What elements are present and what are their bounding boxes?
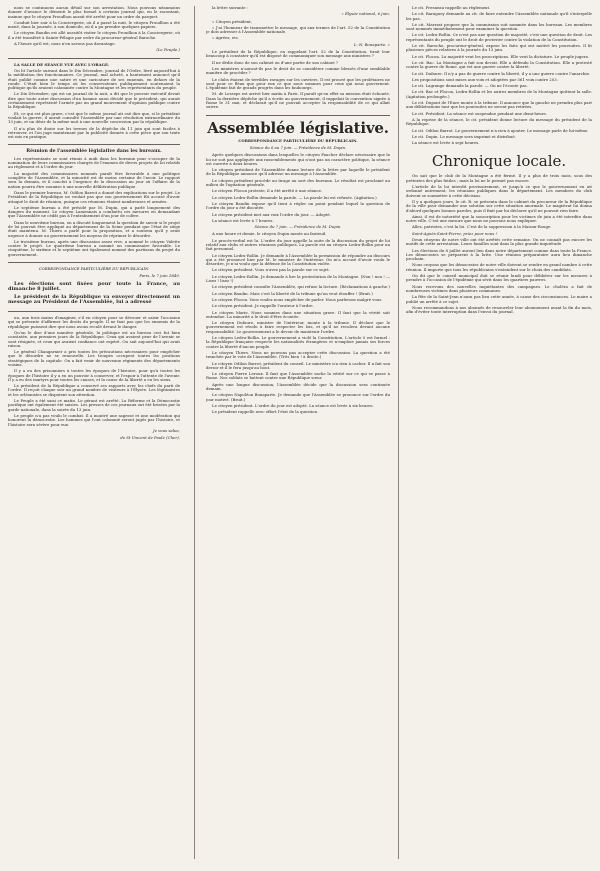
- paragraph: « Citoyen président,: [212, 18, 252, 24]
- paragraph: Le citoyen Ledru-Rollin demande la parole. — La parole lui est refusée. (Agitation.): [212, 194, 377, 200]
- paragraph: L'article de la loi interdit provisoirement, et jusqu'à ce que le gouvernement en ait ordonné autrement, les réunions publiques dans le département. Les membres du club doivent se soumettre à cette décision.: [406, 184, 592, 198]
- paragraph: On lit l'article suivant dans le Dix Décembre, journal de l'Ordre, livré aujourd'hui à la méditation des fonctionnaires. Ce journal, mal acheté, a hautement annoncé qu'il était publié comme une satire et une caricature de ses ennemis, en dehors de la ronde. C'était bien le temps où les conservateurs publiquement soutenaient la politique qu'ils avaient calomniée contre la Montagne et les représentants du peuple.: [8, 67, 180, 91]
- paragraph: Le citoyen Flocon proteste, il a été arrêté à une séance.: [212, 188, 323, 194]
- paragraph: un, aux trois mains d'imaginer, s'il en citoyen pour se dévouer et saisir l'occasion qui se présente d'affirmer les droits du peuple. Il ne faut pas que les ennemis de la république puissent dire que nous avons reculé devant le danger.: [8, 315, 180, 329]
- paragraph: Le citoyen président. L'ordre du jour est adopté. La séance est levée à six heures.: [212, 402, 374, 408]
- paragraph: Le cit. Dufaure. Il n'y a pas de guerre contre la liberté, il y a une guerre contre l'anarchie.: [412, 70, 591, 76]
- paragraph: Nous recevons des nouvelles inquiétantes des campagnes. Le choléra a fait de nombreuses victimes dans plusieurs communes.: [406, 283, 592, 293]
- paragraph: Le citoyen Baudin expose qu'il tient à régler un point pendant lequel la question de l'ordre du jour a été discutée.: [206, 200, 390, 211]
- article-heading: LA SALLE DE SEANCE VUE AVEC L'ORAGE.: [14, 61, 110, 67]
- paragraph: Le citoyen Flocon. Vous voulez nous empêcher de parler. Nous parlerons malgré vous.: [212, 296, 383, 302]
- paragraph: Après une longue discussion, l'Assemblée décide que la discussion sera continuée demain.: [206, 381, 390, 391]
- paragraph: Le citoyen Baudin est allé aussitôt visiter le citoyen Proudhon à la Conciergerie, où il a été transféré à Sainte-Pélagie par ordre du procureur-général Baroche.: [8, 30, 180, 40]
- paragraph: Le cit. Flocon. La majorité veut les proscriptions. Elle veut la dictature. Le peuple jugera.: [412, 53, 590, 59]
- paragraph: Le citoyen Thiers. Nous ne pouvons pas accepter cette discussion. La question a été tranchée par le vote de l'Assemblée. (Très bien ! à droite.): [206, 349, 390, 360]
- paragraph: A l'heure qu'il est, nous n'en savons pas davantage.: [14, 41, 116, 47]
- paragraph: Le citoyen Ledru-Rollin. Le gouvernement a violé la Constitution. L'article 5 est formel : la République française respecte les nationalités étrangères et n'emploie jamais ses forces contre la liberté d'aucun peuple.: [206, 335, 390, 349]
- paragraph: Le citoyen président consulte l'Assemblée, qui refuse la lecture. (Réclamations à gauche.): [212, 284, 390, 290]
- column-3: [406, 6, 592, 859]
- correspondence-heading: CORRESPONDANCE PARTICULIÈRE DU REPUBLICAIN.: [38, 266, 150, 272]
- paragraph: La majorité des commissaires nommés paraît être favorable à une politique complète de l'Assemblée, et la minorité est de moins certaine de l'avoir. Le rapport sera lu demain, et il conclut à l'urgence de la discussion au jour où l'affaire de la nation pourra être soumise à une nouvelle délibération publique.: [8, 170, 180, 189]
- session-heading: Séance du 7 juin. — Présidence de M. Dupin.: [254, 224, 342, 230]
- section-subtitle: CORRESPONDANCE PARTICULIÈRE DU RÉPUBLICAIN.: [238, 137, 358, 143]
- divider: [8, 58, 180, 59]
- paragraph: Allez, patriotes, c'est la loi. C'est de la suppression à la Maison-Rouge.: [412, 224, 552, 230]
- paragraph: Dans le premier bureau, M. Odilon Barrot a donné des explications sur le projet. Le Président de la République ne voulait pas que son gouvernement fût accusé d'avoir attaqué le droit de réunion, puisque ces réunions étaient nombreuses et armées.: [8, 189, 180, 204]
- section-heading: Réunion de l'assemblée législative dans les bureaux.: [26, 149, 162, 155]
- paragraph: Le citoyen Marie. Nous sommes dans une situation grave. Il faut que la vérité soit entendue. La minorité a le droit d'être écoutée.: [206, 309, 390, 319]
- paragraph: Le citoyen Dufaure, ministre de l'intérieur, monte à la tribune. Il déclare que le gouvernement est résolu à faire respecter les lois, et qu'il ne reculera devant aucune responsabilité. Le gouvernement a le devoir de maintenir l'ordre.: [206, 320, 390, 334]
- paragraph: Il n'a plus de doute sur les termes de la dépêche du 11 juin qui sont faciles à retrouver, et l'on juge maintenant par la publicité donnée à cette pièce que son texte est mis en pratique.: [8, 125, 180, 140]
- paragraph: Le citoyen Napoléon Bonaparte. Je demande que l'Assemblée se prononce sur l'ordre du jour motivé. (Bruit.): [206, 392, 390, 402]
- paragraph: Le clubs étaient de terribles ravages sur les ouvriers. Il est prouvé que les prolétaires ne sont pour ce fléau que pour eux ce que nous sommes pour ceux qui nous gouvernent. L'épidémie fait de grands progrès dans les faubourgs.: [206, 76, 390, 91]
- source-signature: (Le Peuple.): [156, 47, 180, 53]
- paragraph: Les représentants se sont réunis à midi dans les bureaux pour s'occuper de la nomination de leurs commissaires chargés de l'examen de divers projets de loi relatifs au règlement et à l'ordre du jour.: [8, 155, 180, 170]
- paragraph: Les ministres n'auront-ils pas le droit de se considérer comme blessés d'une semblable manière de procéder ?: [206, 65, 390, 76]
- paragraph: On dit que le conseil municipal doit se réunir lundi pour délibérer sur les mesures à prendre à l'occasion de l'épidémie qui sévit dans les quartiers pauvres.: [406, 273, 592, 283]
- paragraph: A la reprise de la séance, le cit. président donne lecture du message du président de la République.: [406, 116, 592, 127]
- paragraph: Le troisième bureau, après une discussion assez vive, a nommé le citoyen Valette contre le projet. Le quatrième bureau a nommé un commissaire favorable. Le cinquième, le sixième et le septième ont également nommé des partisans du projet du gouvernement.: [8, 238, 180, 257]
- paragraph: On sait que le club de la Montagne a été fermé. Il y a plus de trois mois, sous des prétextes des plus futiles ; mais la loi ne le permet pas encore.: [406, 173, 592, 183]
- paragraph: Après quelques discussions dans lesquelles le citoyen Faucher déclare nécessaire que la loi ne soit pas appliquée aux rassemblements qui n'ont pas un caractère politique, la séance est ouverte à deux heures.: [206, 152, 390, 166]
- paragraph: Le cit. Dupin. Le message sera imprimé et distribué.: [412, 133, 516, 139]
- paragraph: Le citoyen Baudin. Mais c'est la liberté de la tribune qu'on veut étouffer ! (Bruit.): [212, 290, 373, 296]
- column-rule: [398, 6, 399, 859]
- paragraph: Le cit. Bac et Flocon, Ledru-Rollin et les autres membres de la Montagne quittent la salle. (Agitation prolongée.): [406, 89, 592, 99]
- paragraph: Le Peuple a été saisi ce matin. Le gérant est arrêté. La Réforme et la Démocratie pacifique ont également été saisies. Les presses de ces journaux ont été brisées par la garde nationale, dans la soirée du 13 juin.: [8, 398, 180, 412]
- paragraph: Ainsi, il est de notoriété que la souscription pour les victimes de juin a été interdite dans notre ville. C'est une mesure que nous ne pouvons nous expliquer.: [406, 213, 592, 224]
- letter-signature: Je vous salue,: [153, 427, 180, 433]
- paragraph: Le cit. Dupont de l'Eure monte à la tribune. Il annonce que la gauche ne prendra plus part aux délibérations tant que les poursuites ne seront pas retirées.: [406, 100, 592, 110]
- divider: [206, 115, 390, 116]
- paragraph: Il y a quelques jours, le cit. R. se présenta dans le cabinet du procureur de la République de la ville pour demander une solution sur cette situation anormale. Le magistrat lui donna d'abord quelques bonnes paroles, puis il finit par lui déclarer qu'il ne pouvait rien faire.: [406, 198, 592, 213]
- paragraph: Qu'on le dise d'une manière générale, la politique est au bureau ceci fut bien constatée, aux premiers jours de la République. Ceux qui avaient peur de l'avenir se sont résignés, et ceux qui avaient confiance ont espéré. On sait aujourd'hui qui avait raison.: [8, 329, 180, 348]
- section-title: Assemblée législative.: [207, 118, 389, 137]
- paragraph: Le procès-verbal est lu. L'ordre du jour appelle la suite de la discussion du projet de loi relatif aux clubs et autres réunions publiques. La parole est au citoyen Ledru-Rollin pour un fait personnel.: [206, 237, 390, 252]
- column-1: [8, 6, 180, 859]
- letter-signature: L.-N. Bonaparte. »: [353, 41, 390, 47]
- column-2: [206, 6, 390, 859]
- divider: [8, 144, 180, 145]
- paragraph: La séance est levée à 7 heures.: [212, 217, 274, 223]
- paragraph: Le citoyen président. Vous n'avez pas la parole sur ce sujet.: [212, 267, 330, 273]
- paragraph: Le cit. Baroche, procureur-général, expose les faits qui ont motivé les poursuites. Il lit plusieurs pièces relatives à la journée du 13 juin.: [406, 43, 592, 53]
- paragraph: Le Dix Décembre, qui est un journal de la nuit, a dit que le pouvoir exécutif devait dire que toute autre discussion d'un homme aussi décidé que le président, qui aurait certainement représenté l'armée par un grand mouvement d'opinion publique contre la République.: [8, 91, 180, 110]
- paragraph: Le cit. Président. La séance est suspendue pendant une demi-heure.: [412, 110, 548, 116]
- paragraph: Le cit. Odilon Barrot. Le gouvernement n'a rien à ajouter. Le message parle de lui-même.: [412, 127, 589, 133]
- letter-dateline: « Élysée national, 6 juin.: [341, 11, 390, 17]
- paragraph: « J'ai l'honneur de transmettre le message, qui aux termes de l'art. 52 de la Constitution je dois adresser à l'Assemblée nationale.: [206, 24, 390, 35]
- divider: [8, 262, 180, 263]
- paragraph: Nous croyons que les démocrates de notre ville doivent se rendre en grand nombre à cette réunion. Il importe que tous les républicains s'entendent sur le choix des candidats.: [406, 262, 592, 272]
- paragraph: Le président de la République, en rappelant l'art. 52 de la Constitution, tirait leur beaucoup à constater qu'il est disposé de communiquer son message aux ministres ?: [206, 49, 390, 59]
- dateline: Paris, le 7 juin 1849.: [139, 273, 180, 279]
- paragraph: Le cit. Lagrange demande la parole. — On ne l'écoute pas.: [412, 83, 528, 89]
- paragraph: Le citoyen président de l'Assemblée donne lecture de la lettre par laquelle le président de la République annonce qu'il adresse un message à l'Assemblée.: [206, 167, 390, 177]
- paragraph: « Agréez, etc.: [212, 35, 240, 41]
- paragraph: Le septième bureau a été présidé par M. Dupin, qui a parlé longuement des dangers du moment. Le citoyen Lamennais a combattu ces mesures en demandant que l'Assemblée ne cédât pas à l'entraînement d'un jour de colère.: [8, 204, 180, 219]
- paragraph: La séance est levée à sept heures.: [412, 140, 480, 146]
- column-rule: [194, 6, 195, 859]
- paragraph: Deux citoyens de notre ville ont été arrêtés cette semaine. On ne connaît pas encore les motifs de cette arrestation. Leurs familles sont dans la plus grande inquiétude.: [406, 236, 592, 247]
- paragraph: Le cit. Marrast propose que la commission soit nommée dans les bureaux. Les membres sont nommés immédiatement pour examiner la question.: [406, 21, 592, 32]
- paragraph: Les élections du 8 juillet auront lieu dans notre département comme dans toute la France. Les démocrates se préparent à la lutte. Une réunion préparatoire aura lieu dimanche prochain.: [406, 247, 592, 262]
- paragraph: nous se continuons aucun détail sur son arrestation. Nous pouvons néanmoins donner d'avance le démenti le plus formel à certains journal qui, en le racontant, insinue que le citoyen Proudhon aurait été arrêté pour un ordre du parquet.: [8, 6, 180, 19]
- paragraph: Le citoyen président met aux voix l'ordre du jour. — Adopté.: [212, 211, 331, 217]
- paragraph: Nous recommandons à nos abonnés de renouveler leur abonnement avant la fin du mois, afin d'éviter toute interruption dans l'envoi du journal.: [406, 304, 592, 315]
- paragraph: Le citoyen Ledru-Rollin. Je demande à l'Assemblée la permission de répondre au discours qui a été prononcé hier par M. le ministre de l'intérieur. On m'a accusé d'avoir voulu le désordre, je n'ai voulu que la défense de la Constitution violée.: [206, 252, 390, 267]
- paragraph: Le président de la République va envoyer directement un message au Président de l'Assemblée, lui a adressé: [8, 293, 180, 306]
- paragraph: Il ne dédie donc de son cabinet ou d'une partie de son cabinet ?: [212, 59, 339, 65]
- paragraph: Dans le neuvième bureau, on a discuté longuement la question de savoir si le projet de loi pouvait être appliqué au département de la Seine pendant que l'état de siège était maintenu. M. Thiers a parlé pour la proposition, et a soutenu qu'il y avait urgence à donner au gouvernement les moyens de réprimer le désordre.: [8, 219, 180, 238]
- paragraph: Le peuple n'a pas voulu le combat. Il a montré une sagesse et une modération qui honorent la démocratie. Les hommes qui l'ont calomnié seront jugés par l'histoire, et l'histoire sera sévère pour eux.: [8, 412, 180, 427]
- session-date: Séance du 6 au 7 juin. — Présidence de M. Dupin.: [249, 144, 347, 150]
- paragraph: Le président rappelle avec effort l'état de la question.: [212, 409, 319, 415]
- newspaper-page: [8, 6, 592, 859]
- paragraph: Le citoyen Pierre Leroux. Il faut que l'Assemblée sache la vérité sur ce qui se passe à Rome. Nos soldats se battent contre une République sœur.: [206, 371, 390, 381]
- divider: [8, 311, 180, 312]
- paragraph: Le citoyen Ledru-Rollin. Je demande à lire la protestation de la Montagne. (Non ! non ! — Lisez ! lisez !): [206, 273, 390, 284]
- paragraph: Et, ce qui est plus grave, c'est que le même journal ait osé dire que, si le président voulait la guerre, il aurait consulté l'Assemblée par une résolution extraordinaire du 13 juin, et un désir de la même nuit à une nouvelle concession par la république.: [8, 110, 180, 125]
- paragraph: Le citoyen président procède au tirage au sort des bureaux. Le résultat est proclamé au milieu de l'agitation générale.: [206, 177, 390, 188]
- paragraph: Le général Changarnier a pris toutes les précautions nécessaires pour empêcher que le désordre ne se renouvelle. Les troupes occupent toutes les positions stratégiques de la capitale. On a fait venir de nouveaux régiments des départements voisins.: [8, 349, 180, 367]
- paragraph: Conduit hier soir à la Conciergerie, où il a passé la nuit, le citoyen Proudhon a été mené, dans la journée, à son domicile, où il a pu prendre quelques papiers.: [8, 19, 180, 30]
- paragraph: Le président de la République a conservé ses rapports avec les chefs du parti de l'ordre. Il reçoit chaque soir un grand nombre de visiteurs à l'Élysée. Les légitimistes et les orléanistes se disputent son attention.: [8, 383, 180, 397]
- paragraph: La fête de la Saint-Jean n'aura pas lieu cette année, à cause des circonstances. Le maire a publié un arrêté à ce sujet.: [406, 294, 592, 304]
- paragraph: Le cit. Baraguey demande au cit. de faire entendre l'Assemblée nationale qu'il s'interpelle les pas.: [406, 11, 592, 21]
- paragraph: Les propositions sont mises aux voix et adoptées par 361 voix contre 203.: [412, 76, 558, 82]
- letter-signature-place: de St Vincent de Paule (Cher).: [120, 435, 180, 441]
- paragraph: Le cit. Ledru-Rollin. Ce n'est pas une question de majorité, c'est une question de droit. Les représentants du peuple ont le droit de protester contre la violation de la Constitution.: [406, 32, 592, 42]
- paragraph: Saint-Agnès-Saint-Pierre, priez pour nous !: [412, 230, 498, 236]
- paragraph: M. de Lesseps est arrivé hier matin à Paris. Il paraît qu'en effet sa mission était échouée. Dans la dernière dépêche qu'il a écrite au gouvernement, il rappelait la convention signée à Rome le 31 mai, et déclarait qu'il ne pouvait accepter la responsabilité de ce qui allait suivre.: [206, 91, 390, 110]
- paragraph: Le citoyen Odilon Barrot, président du conseil. Le ministère n'a rien à cacher. Il a fait son devoir et il le fera jusqu'au bout.: [206, 360, 390, 370]
- paragraph: Il y a eu des prisonniers à toutes les époques de l'histoire, pour qu'à toutes les époques de l'histoire il y a eu un pouvoir à conserver, et l'espoir à l'attente de l'avenir. Il y a eu des martyrs pour toutes les causes, et la cause de la liberté a eu les siens.: [8, 368, 180, 382]
- paragraph: Le citoyen président. Je rappelle l'orateur à l'ordre.: [212, 303, 314, 309]
- section-title: Chronique locale.: [431, 152, 567, 171]
- paragraph: Le cit. Fresneau rappelle au règlement.: [412, 6, 491, 10]
- paragraph: A une heure et demie, le citoyen Dupin monte au fauteuil.: [212, 231, 327, 237]
- paragraph: Les élections sont fixées pour toute la France, au dimanche 8 juillet.: [8, 280, 180, 293]
- paragraph: la lettre suivante :: [212, 6, 249, 10]
- paragraph: Le cit. Bac. La Montagne a fait son devoir. Elle a défendu la Constitution. Elle a protesté contre la guerre de Rome, qui est une guerre contre la liberté.: [406, 59, 592, 70]
